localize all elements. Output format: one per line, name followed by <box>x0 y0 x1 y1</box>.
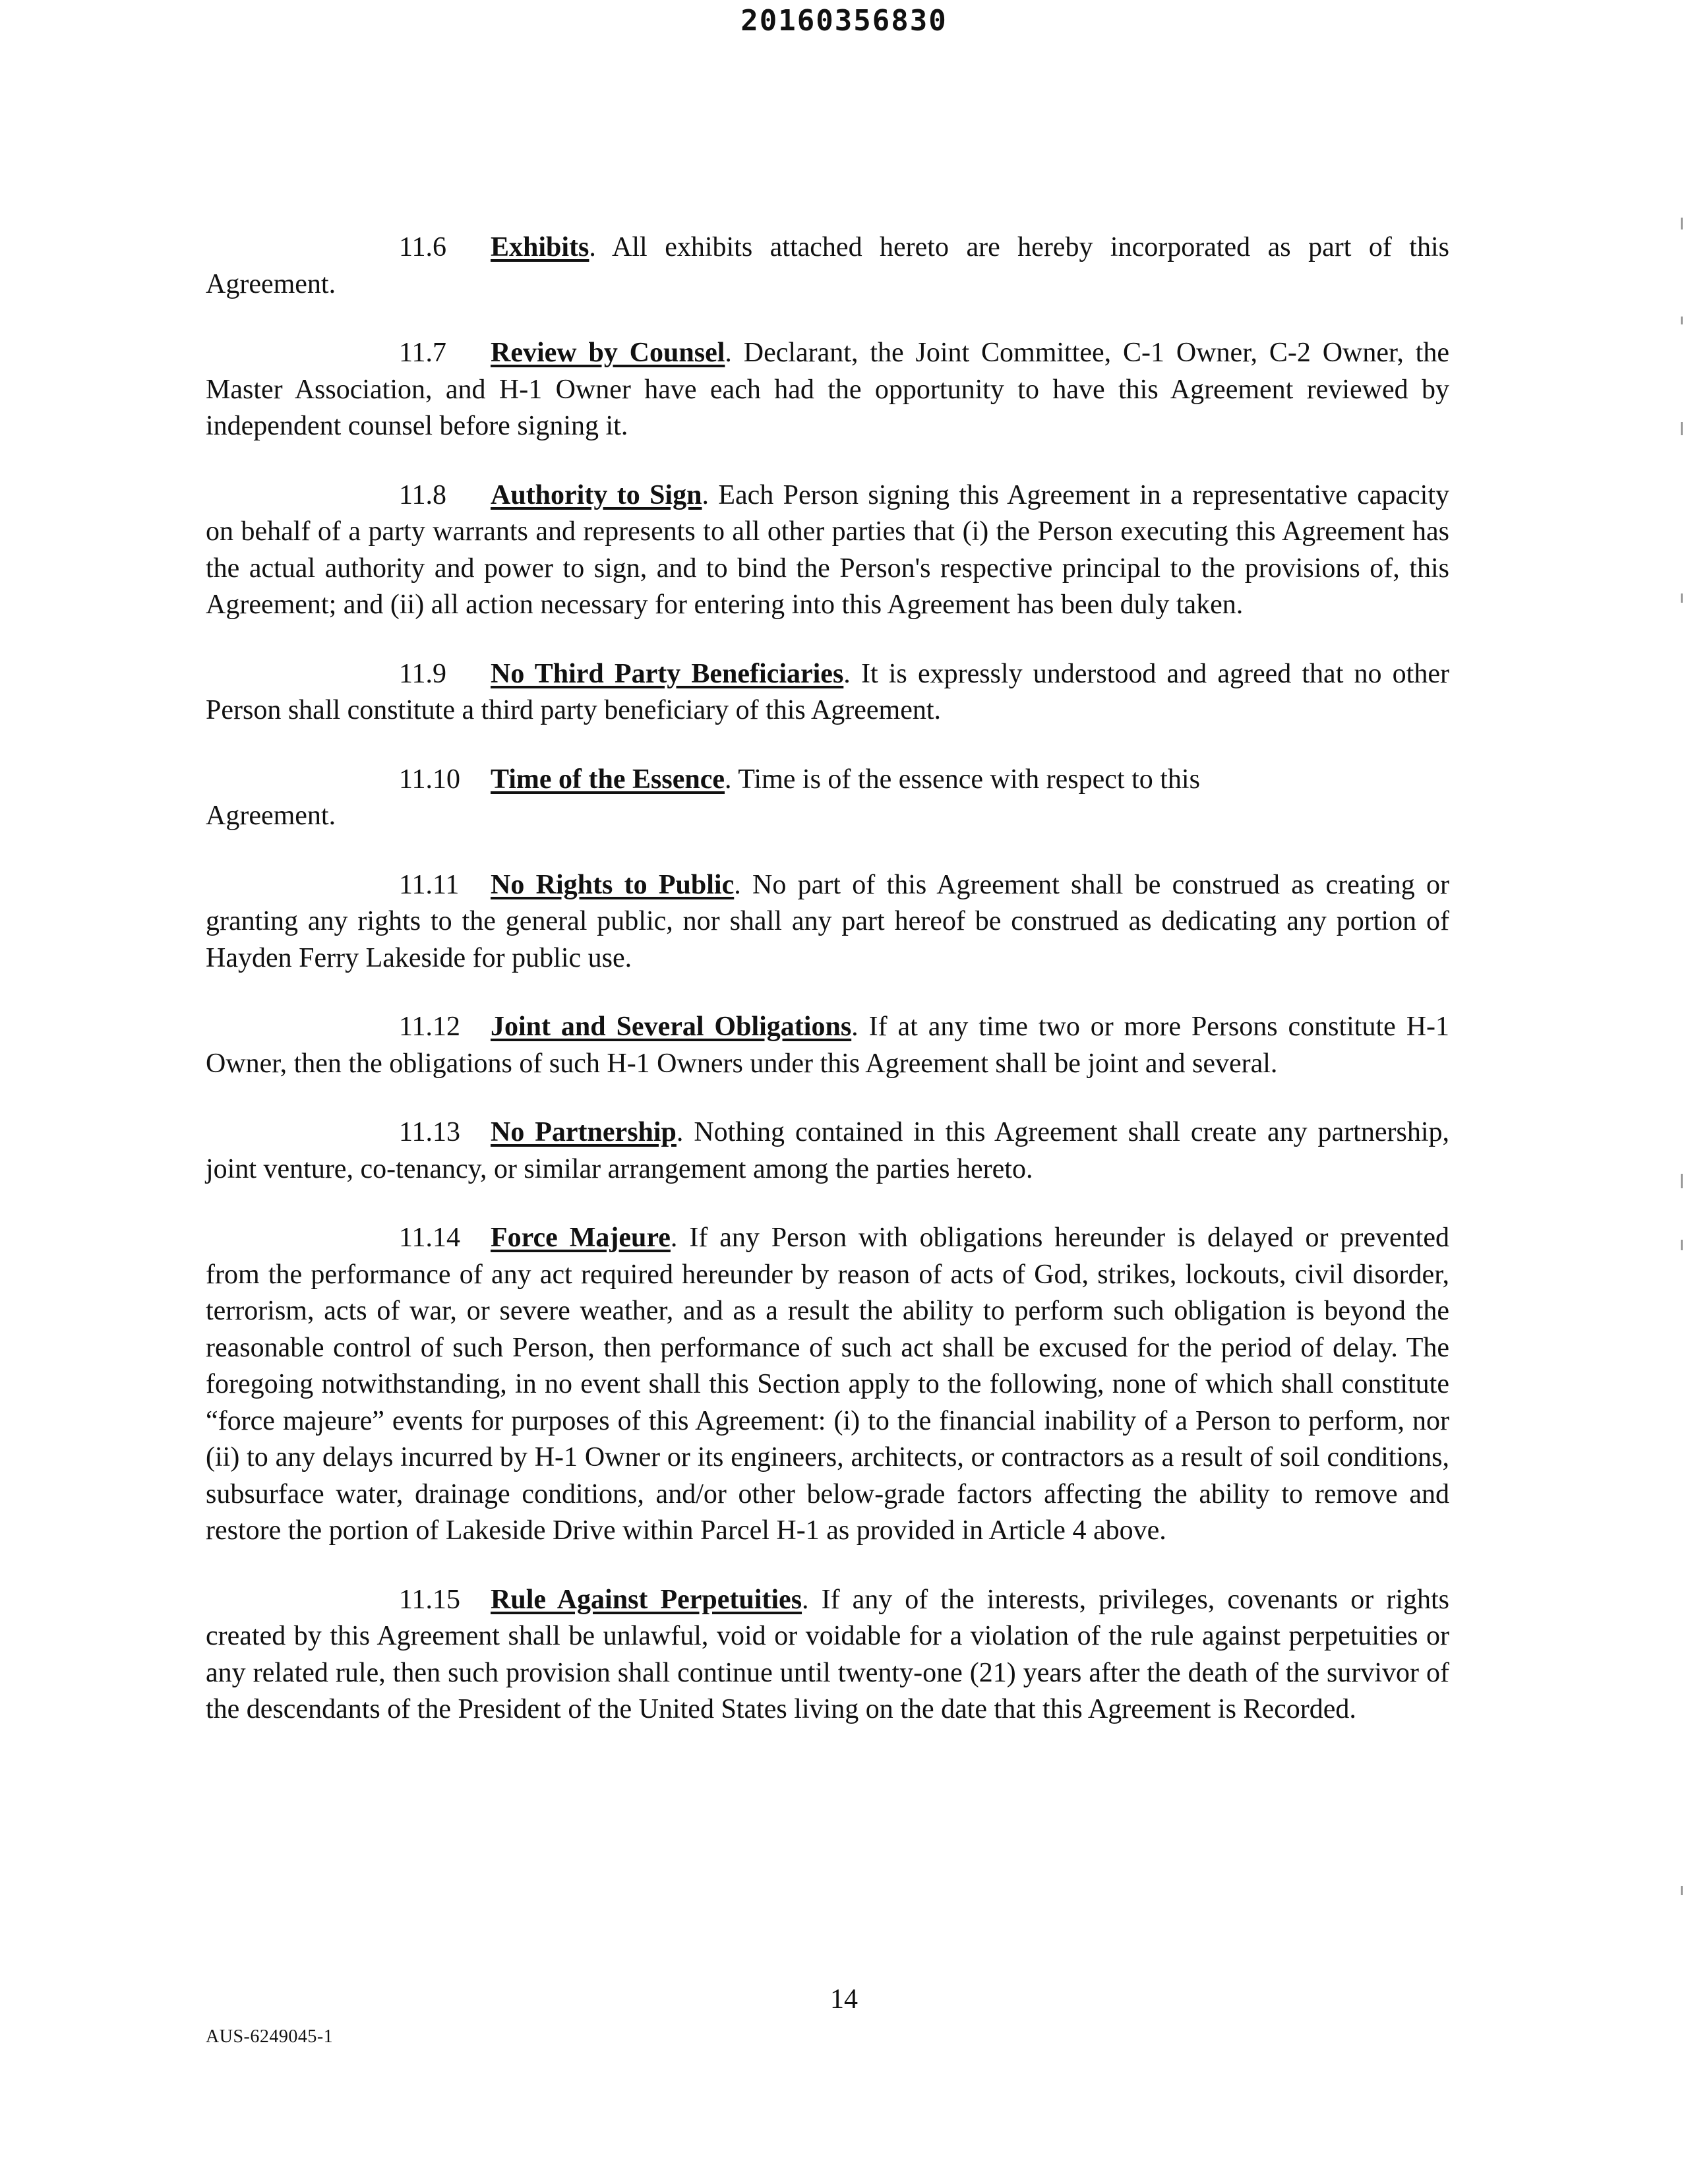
page-body <box>206 229 1449 1761</box>
section-11-9 <box>206 656 1449 729</box>
section-heading: Authority to Sign <box>491 479 702 510</box>
section-number: 11.10 <box>399 764 460 795</box>
section-heading: Review by Counsel <box>491 338 725 368</box>
section-number: 11.13 <box>399 1117 460 1147</box>
section-text: . Nothing contained in this Agreement shall create any partnership, joint venture, co-tenancy, or similar arrangement among the parties hereto. <box>206 1117 1449 1184</box>
section-11-8 <box>206 477 1449 624</box>
scan-edge-mark <box>1681 218 1683 229</box>
section-number: 11.12 <box>399 1012 460 1042</box>
section-11-10 <box>206 762 1449 835</box>
scan-edge-mark <box>1681 1240 1683 1250</box>
section-text: . Each Person signing this Agreement in a representative capacity on behalf of a party warrants and represents to all other parties that (i) the Person executing this Agreement has the actual authority and power to sign, and to bind the Person's respective principal to the provisions of, this Agreement; and (ii) all action necessary for entering into this Agreement has been duly taken. <box>206 479 1450 620</box>
scan-edge-mark <box>1681 422 1683 435</box>
section-number: 11.8 <box>399 479 446 510</box>
section-heading: Rule Against Perpetuities <box>491 1584 802 1615</box>
section-heading: Time of the Essence <box>491 764 725 795</box>
section-text: . It is expressly understood and agreed that no other Person shall constitute a third party beneficiary of this Agreement. <box>206 658 1449 725</box>
section-heading: No Rights to Public <box>491 869 735 900</box>
document-number: 20160356830 <box>740 4 948 38</box>
section-text: . If any of the interests, privileges, covenants or rights created by this Agreement shall be unlawful, void or voidable for a violation of the rule against perpetuities or any related rule, then such provision shall continue until twenty-one (21) years after the death of the survivor of the descendants of the President of the United States living on the date that this Agreement is Recorded. <box>206 1584 1449 1724</box>
section-11-12 <box>206 1009 1449 1082</box>
section-heading: Joint and Several Obligations <box>491 1012 852 1042</box>
section-text: . No part of this Agreement shall be construed as creating or granting any rights to the general public, nor shall any part hereof be construed as dedicating any portion of Hayden Ferry Lakeside for public use. <box>206 869 1450 973</box>
scan-edge-mark <box>1681 317 1683 324</box>
section-text: . If any Person with obligations hereunder is delayed or prevented from the performance of any act required hereunder by reason of acts of God, strikes, lockouts, civil disorder, terrorism, acts of war, or severe weather, and as a result the ability to perform such obligation is beyond the reasonable control of such Person, then performance of such act shall be excused for the period of delay. The foregoing notwithstanding, in no event shall this Section apply to the following, none of which shall constitute “force majeure” events for purposes of this Agreement: (i) to the financial inability of a Person to perform, nor (ii) to any delays incurred by H-1 Owner or its engineers, architects, or contractors as a result of soil conditions, subsurface water, drainage conditions, and/or other below-grade factors affecting the ability to remove and restore the portion of Lakeside Drive within Parcel H-1 as provided in Article 4 above. <box>206 1223 1449 1546</box>
scan-edge-mark <box>1681 593 1683 603</box>
document-id: AUS-6249045-1 <box>206 2026 334 2047</box>
section-number: 11.11 <box>399 869 460 900</box>
section-number: 11.6 <box>399 232 446 262</box>
section-11-11 <box>206 867 1449 977</box>
section-11-14 <box>206 1220 1449 1550</box>
section-text: . Declarant, the Joint Committee, C-1 Owner, C-2 Owner, the Master Association, and H-1 Owner have each had the opportunity to have this Agreement reviewed by independent counsel before signing it. <box>206 338 1449 441</box>
section-text: . Time is of the essence with respect to this <box>725 764 1200 795</box>
section-text-tail: Agreement. <box>206 801 336 831</box>
section-text: . All exhibits attached hereto are hereby incorporated as part of this Agreement. <box>206 232 1449 299</box>
section-heading: Force Majeure <box>491 1223 671 1253</box>
section-heading: Exhibits <box>491 232 589 262</box>
section-11-7 <box>206 335 1449 445</box>
section-number: 11.14 <box>399 1223 460 1253</box>
section-number: 11.9 <box>399 658 446 689</box>
page-number: 14 <box>830 1984 858 2015</box>
section-11-13 <box>206 1114 1449 1188</box>
section-11-6 <box>206 229 1449 303</box>
section-number: 11.7 <box>399 338 446 368</box>
scan-edge-mark <box>1681 1174 1683 1188</box>
section-text: . If at any time two or more Persons constitute H-1 Owner, then the obligations of such H-1 Owners under this Agreement shall be joint and several. <box>206 1012 1450 1079</box>
section-11-15 <box>206 1582 1449 1728</box>
section-number: 11.15 <box>399 1584 460 1615</box>
section-heading: No Third Party Beneficiaries <box>491 658 844 689</box>
section-heading: No Partnership <box>491 1117 677 1147</box>
scan-edge-mark <box>1681 1886 1683 1895</box>
